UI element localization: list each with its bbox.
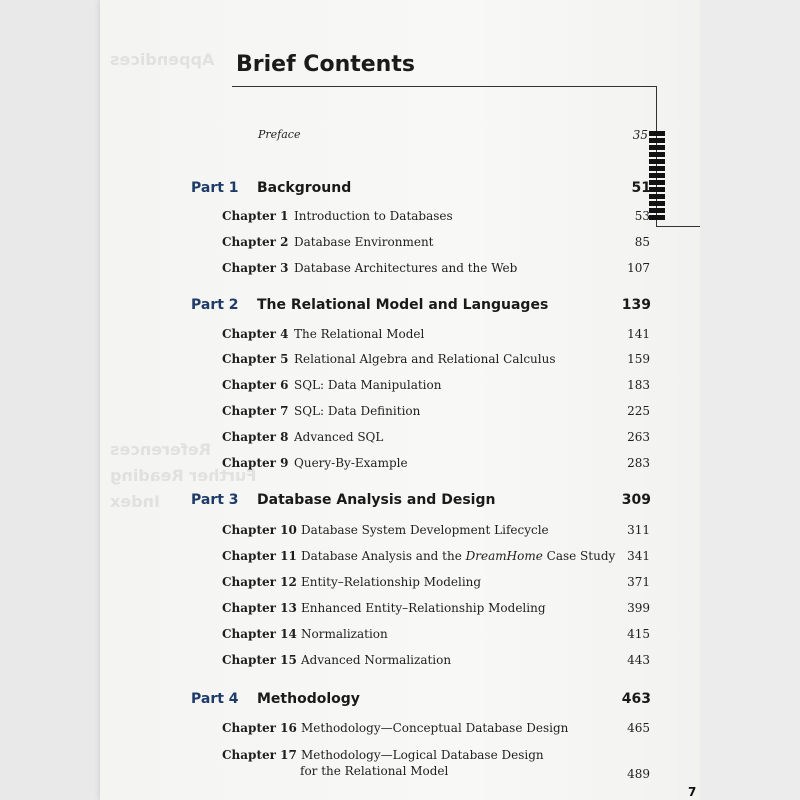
part-label: Part 1 bbox=[191, 180, 239, 196]
chapter-title: Database Environment bbox=[294, 235, 434, 249]
part-title: The Relational Model and Languages bbox=[257, 297, 549, 313]
chapter-title: SQL: Data Definition bbox=[294, 404, 421, 418]
chapter-label: Chapter 13 bbox=[222, 601, 297, 615]
preface-label: Preface bbox=[258, 128, 301, 141]
chapter-title: Database System Development Lifecycle bbox=[301, 523, 549, 537]
chapter-title: Database Analysis and the DreamHome Case Study bbox=[301, 549, 616, 563]
chapter-label: Chapter 4 bbox=[222, 327, 289, 341]
title-rule bbox=[232, 86, 656, 87]
chapter-page: 53 bbox=[634, 209, 650, 223]
part-title: Methodology bbox=[257, 691, 360, 707]
chapter-title: Relational Algebra and Relational Calculus bbox=[294, 352, 556, 366]
part-title: Background bbox=[257, 180, 352, 196]
chapter-label: Chapter 7 bbox=[222, 404, 289, 418]
chapter-title: Query-By-Example bbox=[294, 456, 408, 470]
chapter-page: 341 bbox=[627, 549, 650, 563]
chapter-page: 465 bbox=[627, 721, 650, 735]
chapter-page: 399 bbox=[627, 601, 650, 615]
part-page: 463 bbox=[621, 691, 651, 707]
chapter-page: 141 bbox=[627, 327, 650, 341]
chapter-label: Chapter 17 bbox=[222, 748, 297, 762]
chapter-page: 489 bbox=[627, 767, 650, 781]
chapter-label: Chapter 16 bbox=[222, 721, 297, 735]
chapter-title: Enhanced Entity–Relationship Modeling bbox=[301, 601, 546, 615]
chapter-title: Database Architectures and the Web bbox=[294, 261, 518, 275]
chapter-page: 159 bbox=[627, 352, 650, 366]
chapter-label: Chapter 1 bbox=[222, 209, 289, 223]
chapter-title: Methodology—Logical Database Design bbox=[301, 748, 544, 762]
next-page-edge bbox=[700, 0, 800, 800]
part-label: Part 2 bbox=[191, 297, 239, 313]
book-page bbox=[100, 0, 700, 800]
chapter-title: Introduction to Databases bbox=[294, 209, 453, 223]
page-title: Brief Contents bbox=[236, 52, 415, 77]
part-page: 51 bbox=[631, 180, 651, 196]
part-label: Part 3 bbox=[191, 492, 239, 508]
part-label: Part 4 bbox=[191, 691, 239, 707]
book-title-emphasis: DreamHome bbox=[465, 549, 543, 563]
chapter-page: 443 bbox=[627, 653, 650, 667]
chapter-label: Chapter 10 bbox=[222, 523, 297, 537]
chapter-page: 283 bbox=[627, 456, 650, 470]
chapter-title-line2: for the Relational Model bbox=[300, 764, 449, 778]
chapter-title: Advanced SQL bbox=[294, 430, 384, 444]
chapter-title: Normalization bbox=[301, 627, 388, 641]
chapter-page: 183 bbox=[627, 378, 650, 392]
chapter-label: Chapter 12 bbox=[222, 575, 297, 589]
chapter-title: Advanced Normalization bbox=[301, 653, 452, 667]
chapter-label: Chapter 14 bbox=[222, 627, 297, 641]
chapter-label: Chapter 11 bbox=[222, 549, 297, 563]
chapter-page: 415 bbox=[627, 627, 650, 641]
chapter-label: Chapter 2 bbox=[222, 235, 289, 249]
chapter-label: Chapter 9 bbox=[222, 456, 289, 470]
chapter-label: Chapter 3 bbox=[222, 261, 289, 275]
part-title: Database Analysis and Design bbox=[257, 492, 496, 508]
chapter-label: Chapter 5 bbox=[222, 352, 289, 366]
thumb-bracket-foot bbox=[656, 226, 700, 227]
chapter-page: 371 bbox=[627, 575, 650, 589]
chapter-label: Chapter 8 bbox=[222, 430, 289, 444]
chapter-page: 311 bbox=[627, 523, 650, 537]
chapter-title: Methodology—Conceptual Database Design bbox=[301, 721, 569, 735]
page-folio: 7 bbox=[688, 785, 697, 799]
part-page: 139 bbox=[621, 297, 651, 313]
chapter-title: Entity–Relationship Modeling bbox=[301, 575, 482, 589]
chapter-title: SQL: Data Manipulation bbox=[294, 378, 442, 392]
part-page: 309 bbox=[621, 492, 651, 508]
chapter-label: Chapter 15 bbox=[222, 653, 297, 667]
chapter-title: The Relational Model bbox=[294, 327, 425, 341]
chapter-label: Chapter 6 bbox=[222, 378, 289, 392]
thumb-index-marks bbox=[649, 131, 665, 222]
chapter-page: 263 bbox=[627, 430, 650, 444]
chapter-page: 107 bbox=[627, 261, 650, 275]
chapter-page: 225 bbox=[627, 404, 650, 418]
preface-page: 35 bbox=[632, 128, 648, 142]
chapter-page: 85 bbox=[634, 235, 650, 249]
